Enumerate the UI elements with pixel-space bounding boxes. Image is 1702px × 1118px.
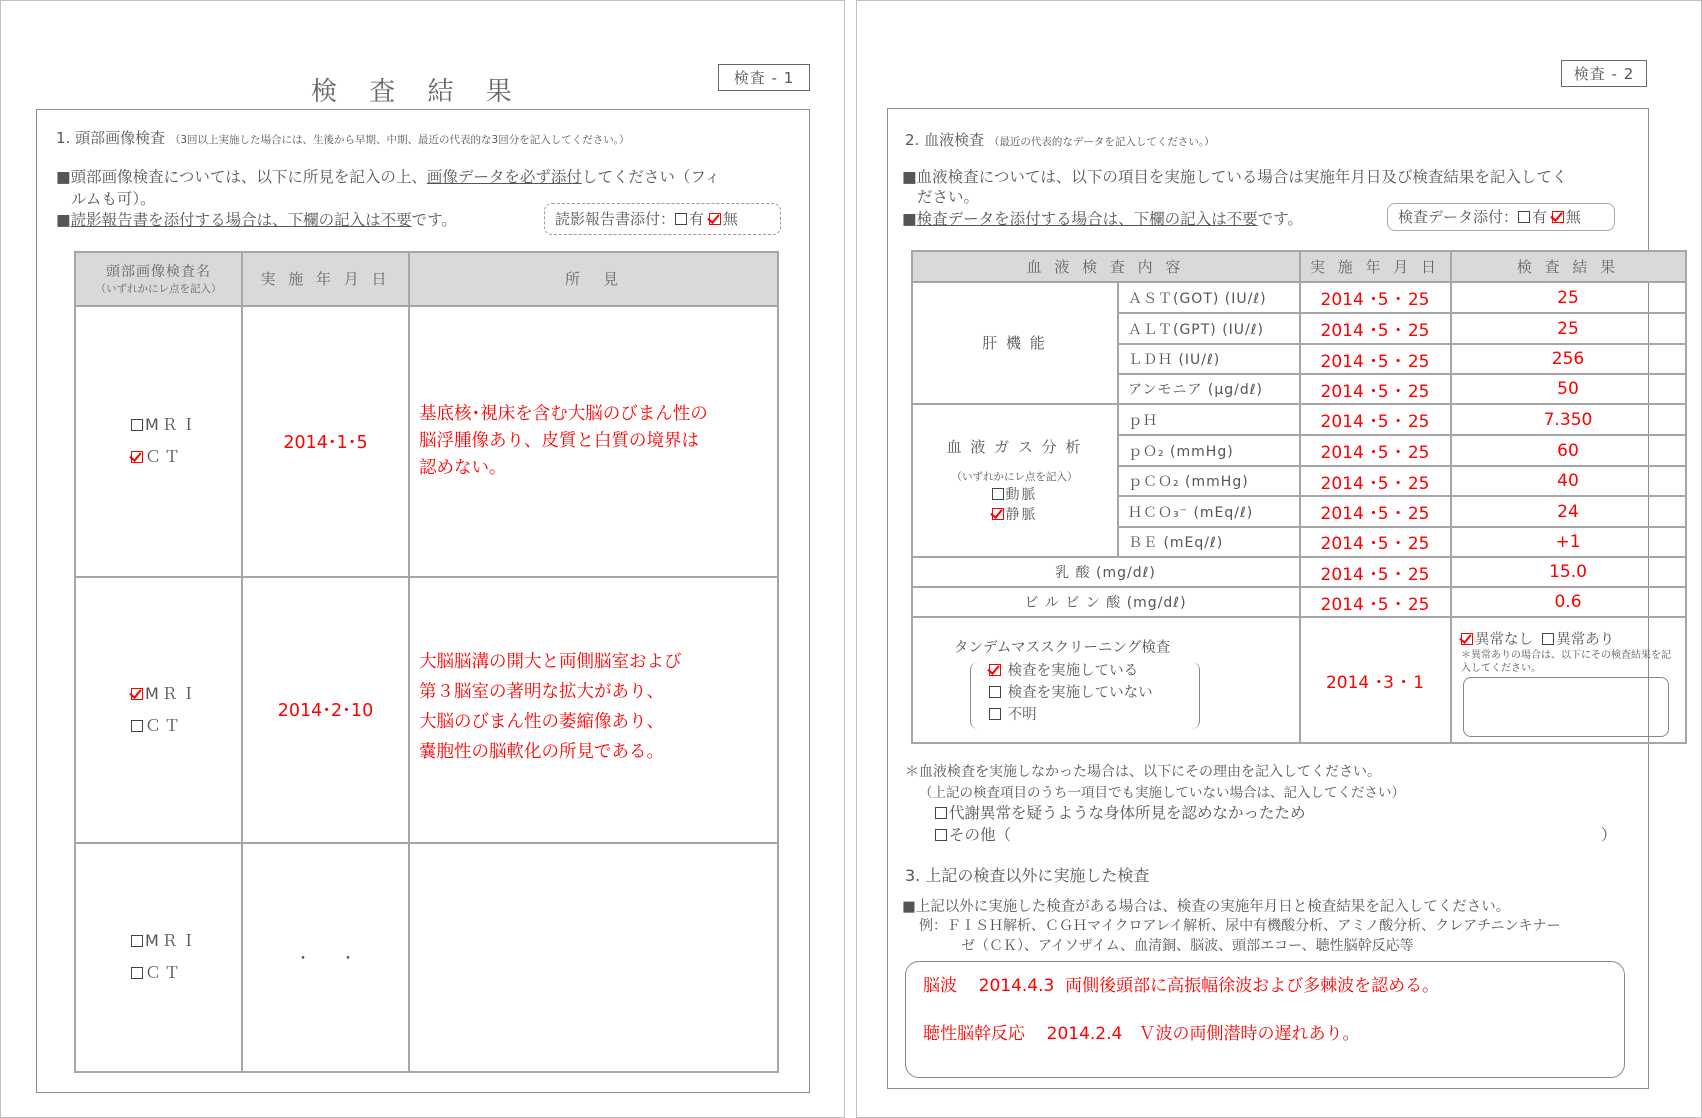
table-row-3-modality xyxy=(75,843,242,1071)
header-result: 検 査 結 果 xyxy=(1516,257,1620,276)
blood-date-cell xyxy=(1300,557,1450,587)
table-border xyxy=(1299,250,1301,744)
blood-result: 0.6 xyxy=(1554,592,1582,612)
blood-result-cell xyxy=(1451,466,1685,496)
artery-label: 動脈 xyxy=(1005,487,1038,503)
ct-checkbox[interactable] xyxy=(131,967,143,979)
mri-option[interactable] xyxy=(131,678,200,710)
table-row-3-findings[interactable] xyxy=(409,843,778,1071)
test-date: 2014.2.4 xyxy=(1046,1024,1123,1044)
ct-option[interactable] xyxy=(131,441,183,473)
blood-item-cell xyxy=(1118,404,1299,435)
header-findings-cell xyxy=(409,252,778,305)
blood-date: 2014 ･5 ･ 25 xyxy=(1320,564,1430,585)
blood-item-label: 乳 酸 (mg/dℓ) xyxy=(1055,565,1156,581)
blood-item-label: ｐＣＯ₂ (mmHg) xyxy=(1128,474,1249,490)
tandem-date-cell xyxy=(1300,618,1450,743)
tandem-option-1-label: 検査を実施している xyxy=(1007,662,1139,679)
section-3-note-3: ゼ（ＣＫ）、アイソザイム、血清銅、脳波、頭部エコー、聴性脳幹反応等 xyxy=(961,938,1414,954)
bullet: ■ xyxy=(902,210,917,228)
section-3-note-2: 例：ＦＩＳＨ解析、ＣＧＨマイクロアレイ解析、尿中有機酸分析、アミノ酸分析、クレアチニンキナー xyxy=(919,918,1561,934)
mri-label: MＲＩ xyxy=(145,683,200,703)
normal-label: 異常なし xyxy=(1475,632,1533,648)
blood-item-cell xyxy=(1118,313,1299,344)
ct-checkbox[interactable] xyxy=(131,720,143,732)
mri-checkbox[interactable] xyxy=(131,935,143,947)
table-row-1-modality xyxy=(75,306,242,576)
ct-option[interactable] xyxy=(131,957,183,989)
blood-item-label: ＡＬＴ(GPT) (IU/ℓ) xyxy=(1128,321,1265,338)
tandem-bracket xyxy=(970,662,1200,729)
section-note: （3回以上実施した場合には、生後から早期、中期、最近の代表的な3回分を記入してください。） xyxy=(169,134,630,146)
page-title: 検 査 結 果 xyxy=(311,77,524,107)
blood-result: 256 xyxy=(1551,349,1585,369)
test-result: Ｖ波の両側潜時の遅れあり。 xyxy=(1138,1024,1360,1044)
blood-result: 25 xyxy=(1557,318,1579,339)
vein-label: 静脈 xyxy=(1005,507,1038,523)
header-item: 血 液 検 査 内 容 xyxy=(1026,257,1185,276)
liver-function-group xyxy=(912,282,1117,403)
blood-item-label: アンモニア (μg/dℓ) xyxy=(1128,382,1263,398)
section-note: （最近の代表的なデータを記入してください。） xyxy=(988,136,1215,148)
test-name: 脳波 xyxy=(923,976,957,996)
table-row-1-findings xyxy=(409,306,778,576)
vein-checkbox[interactable] xyxy=(992,508,1004,520)
blood-date-cell xyxy=(1300,313,1450,344)
not-done-note-1: ＊血液検査を実施しなかった場合は、以下にその理由を記入してください。 xyxy=(905,764,1381,780)
bullet: ■ xyxy=(56,211,71,229)
table-border xyxy=(74,842,779,844)
table-border xyxy=(1117,434,1687,436)
attachment-no-checkbox[interactable] xyxy=(709,213,721,225)
table-border xyxy=(1685,250,1687,744)
not-done-option-1-label: 代謝異常を疑うような身体所見を認めなかったため xyxy=(949,804,1306,822)
blood-result-cell xyxy=(1451,313,1685,344)
header-name-cell xyxy=(75,252,242,305)
test-date: 2014.4.3 xyxy=(978,976,1055,996)
attachment-yes-label: 有 xyxy=(1532,208,1548,226)
page-2 xyxy=(856,0,1702,1118)
blood-item-label: ＨＣＯ₃⁻ (mEq/ℓ) xyxy=(1128,504,1254,521)
ct-label: ＣＴ xyxy=(145,715,184,735)
blood-result-cell xyxy=(1451,374,1685,404)
instruction-emphasis: 画像データを必ず添付 xyxy=(426,168,582,186)
blood-date: 2014 ･5 ･ 25 xyxy=(1320,412,1430,432)
instruction-1-cont: ださい。 xyxy=(917,188,980,206)
exam-date: 2014･2･10 xyxy=(277,701,374,721)
instruction-2 xyxy=(902,209,1303,230)
table-border xyxy=(74,251,76,1073)
mri-label: MＲＩ xyxy=(145,415,200,434)
blood-item-label: ＡＳＴ(GOT) (IU/ℓ) xyxy=(1128,290,1267,307)
attachment-no-checkbox[interactable] xyxy=(1552,211,1564,223)
blood-date: 2014 ･5 ･ 25 xyxy=(1320,443,1430,463)
blood-result-cell xyxy=(1451,587,1685,617)
section-3-heading: 3. 上記の検査以外に実施した検査 xyxy=(905,866,1150,885)
instruction-emphasis: 読影報告書を添付する場合は、下欄の記入は不要 xyxy=(70,211,412,229)
blood-item-cell xyxy=(912,557,1299,587)
header-date: 実 施 年 月 日 xyxy=(1309,257,1441,276)
table-border xyxy=(1117,495,1687,497)
abnormal-label: 異常あり xyxy=(1556,632,1615,648)
finding-line: 嚢胞性の脳軟化の所見である。 xyxy=(419,742,664,762)
table-row-1-date xyxy=(242,306,409,576)
instruction-text: です。 xyxy=(411,211,457,229)
blood-result-cell xyxy=(1451,435,1685,466)
page-tag: 検査 - 2 xyxy=(1561,60,1647,87)
tandem-title: タンデムマススクリーニング検査 xyxy=(954,639,1171,656)
attachment-label: 読影報告書添付： xyxy=(555,210,676,228)
choice-note: （いずれかにレ点を記入） xyxy=(951,471,1078,483)
not-done-option-2-checkbox[interactable] xyxy=(935,829,947,841)
artery-checkbox[interactable] xyxy=(992,488,1004,500)
blood-item-label: ビ ル ビ ン 酸 (mg/dℓ) xyxy=(1024,595,1187,611)
blood-item-cell xyxy=(1118,374,1299,404)
blood-result: 24 xyxy=(1557,501,1579,522)
table-border xyxy=(408,251,410,1073)
other-test-entry-1 xyxy=(923,971,1439,996)
header-name: 頭部画像検査名 xyxy=(106,264,211,280)
finding-line: 大脳のびまん性の萎縮像あり、 xyxy=(419,712,664,732)
table-border xyxy=(74,251,779,253)
page-tag: 検査 - 1 xyxy=(718,64,810,91)
tandem-date: 2014 ･3 ･ 1 xyxy=(1325,673,1425,693)
mri-label: MＲＩ xyxy=(145,931,200,950)
table-border xyxy=(1117,465,1687,467)
blood-item-label: ＢＥ (mEq/ℓ) xyxy=(1128,534,1224,551)
instruction-2 xyxy=(56,210,457,231)
not-done-option-2[interactable] xyxy=(935,825,1011,846)
tandem-note: ＊異常ありの場合は、以下にその検査結果を記入してください。 xyxy=(1461,650,1671,674)
header-date-cell xyxy=(242,252,409,305)
table-border xyxy=(1117,526,1687,528)
section-title: 2. 血液検査 xyxy=(905,131,985,149)
blood-result-cell xyxy=(1451,496,1685,527)
tandem-option-2-label: 検査を実施していない xyxy=(1007,684,1153,701)
table-border xyxy=(1450,250,1452,744)
finding-line: 脳浮腫像あり、皮質と白質の境界は xyxy=(419,430,699,451)
blood-date-cell xyxy=(1300,466,1450,496)
blood-date-cell xyxy=(1300,587,1450,617)
vein-option[interactable] xyxy=(992,504,1038,524)
blood-date-cell xyxy=(1300,282,1450,313)
other-test-entry-2 xyxy=(923,1019,1360,1044)
blood-item-cell xyxy=(1118,527,1299,556)
blood-item-label: ｐＯ₂ (mmHg) xyxy=(1128,443,1234,460)
abnormal-detail-box[interactable] xyxy=(1463,677,1669,737)
table-border xyxy=(74,305,779,307)
ct-label: ＣＴ xyxy=(145,447,184,466)
blood-result: 60 xyxy=(1557,440,1579,461)
attachment-yes-checkbox[interactable] xyxy=(675,213,687,225)
blood-result: 50 xyxy=(1557,379,1579,399)
blood-date-cell xyxy=(1300,435,1450,466)
report-attachment-box xyxy=(544,203,781,235)
blood-date: 2014 ･5 ･ 25 xyxy=(1320,594,1430,615)
finding-line: 大脳脳溝の開大と両側脳室および xyxy=(419,652,682,672)
blood-result-cell xyxy=(1451,344,1685,374)
table-border xyxy=(1117,373,1687,375)
instruction-emphasis: 検査データを添付する場合は、下欄の記入は不要 xyxy=(916,210,1258,228)
not-done-option-2-label: その他（ xyxy=(949,826,1012,844)
mri-checkbox[interactable] xyxy=(131,419,143,431)
table-border xyxy=(911,250,913,744)
blood-date-cell xyxy=(1300,527,1450,556)
not-done-option-1-checkbox[interactable] xyxy=(935,807,947,819)
table-border xyxy=(241,251,243,1073)
blood-date: 2014 ･5 ･ 25 xyxy=(1320,504,1430,524)
instruction-1 xyxy=(56,167,720,188)
exam-date: ・ ・ xyxy=(295,948,356,967)
section-3-note-1: ■上記以外に実施した検査がある場合は、検査の実施年月日と検査結果を記入してください。 xyxy=(902,899,1511,915)
attachment-no-label: 無 xyxy=(722,210,738,228)
finding-line: 認めない。 xyxy=(419,457,507,478)
abnormal-checkbox[interactable] xyxy=(1542,633,1554,645)
attachment-label: 検査データ添付： xyxy=(1398,208,1519,226)
blood-result-cell xyxy=(1451,282,1685,313)
data-attachment-box xyxy=(1387,203,1615,231)
group-label: 血 液 ガ ス 分 析 xyxy=(946,438,1083,456)
tandem-option-3-label: 不明 xyxy=(1007,706,1037,723)
attachment-no-label: 無 xyxy=(1565,208,1581,226)
blood-item-cell xyxy=(1118,435,1299,466)
table-border xyxy=(1117,343,1687,345)
group-label: 肝 機 能 xyxy=(982,334,1047,352)
header-findings: 所 見 xyxy=(564,270,622,288)
section-heading xyxy=(905,129,1215,150)
blood-result-cell xyxy=(1451,557,1685,587)
attachment-yes-checkbox[interactable] xyxy=(1518,211,1530,223)
mri-checkbox[interactable] xyxy=(131,688,143,700)
ct-option[interactable] xyxy=(131,710,183,742)
instruction-text: してください（フィ xyxy=(581,168,721,186)
table-row-3-date xyxy=(242,843,409,1071)
blood-item-cell xyxy=(912,587,1299,617)
header-result-cell xyxy=(1451,251,1685,281)
section-title: 1. 頭部画像検査 xyxy=(56,129,166,147)
blood-date: 2014 ･5 ･ 25 xyxy=(1320,381,1430,402)
finding-line: 基底核･視床を含む大脳のびまん性の xyxy=(419,403,708,424)
table-row-2-modality xyxy=(75,577,242,842)
header-item-cell xyxy=(912,251,1299,281)
exam-date: 2014･1･5 xyxy=(283,432,368,453)
header-name-sub: （いずれかにレ点を記入） xyxy=(95,283,222,295)
blood-item-cell xyxy=(1118,496,1299,527)
blood-date-cell xyxy=(1300,344,1450,374)
section-heading xyxy=(56,127,629,148)
artery-option[interactable] xyxy=(992,484,1038,504)
test-result: 両側後頭部に高振幅徐波および多棘波を認める。 xyxy=(1065,976,1440,996)
finding-line: 第３脳室の著明な拡大があり、 xyxy=(419,682,664,702)
header-date-cell xyxy=(1300,251,1450,281)
blood-date-cell xyxy=(1300,374,1450,404)
blood-result: 15.0 xyxy=(1549,562,1587,582)
blood-date: 2014 ･5 ･ 25 xyxy=(1320,321,1430,341)
blood-item-cell xyxy=(1118,466,1299,496)
blood-item-label: ＬＤＨ (IU/ℓ) xyxy=(1128,352,1221,368)
blood-result: 7.350 xyxy=(1543,409,1593,430)
mri-option[interactable] xyxy=(131,409,200,441)
tandem-result-options xyxy=(1461,628,1614,649)
blood-date-cell xyxy=(1300,496,1450,527)
blood-date-cell xyxy=(1300,404,1450,435)
instruction-1-cont: ルムも可）。 xyxy=(71,190,156,208)
page-1 xyxy=(0,0,845,1118)
blood-result-cell xyxy=(1451,404,1685,435)
table-border xyxy=(777,251,779,1073)
instruction-text: ■頭部画像検査については、以下に所見を記入の上、 xyxy=(56,168,427,186)
table-border xyxy=(1117,281,1119,557)
table-border xyxy=(74,576,779,578)
table-border xyxy=(1117,312,1687,314)
blood-result: +1 xyxy=(1555,531,1581,552)
not-done-option-1[interactable] xyxy=(935,803,1306,824)
blood-item-label: ｐＨ xyxy=(1128,412,1158,429)
blood-item-cell xyxy=(1118,344,1299,374)
blood-date: 2014 ･5 ･ 25 xyxy=(1320,473,1430,494)
not-done-close-paren: ） xyxy=(1601,826,1617,844)
blood-result: 40 xyxy=(1557,471,1579,491)
blood-gas-group xyxy=(912,404,1117,556)
instruction-text: です。 xyxy=(1257,210,1303,228)
header-date: 実 施 年 月 日 xyxy=(260,270,391,288)
ct-label: ＣＴ xyxy=(145,963,184,982)
not-done-note-2: （上記の検査項目のうち一項目でも実施していない場合は、記入してください） xyxy=(919,785,1405,801)
blood-date: 2014 ･5 ･ 25 xyxy=(1320,351,1430,372)
blood-date: 2014 ･5 ･ 25 xyxy=(1320,534,1430,554)
blood-result-cell xyxy=(1451,527,1685,556)
blood-date: 2014 ･5 ･ 25 xyxy=(1320,290,1430,310)
instruction-1: ■血液検査については、以下の項目を実施している場合は実施年月日及び検査結果を記入してく xyxy=(902,168,1568,186)
table-row-2-date xyxy=(242,577,409,842)
test-name: 聴性脳幹反応 xyxy=(923,1024,1025,1044)
attachment-yes-label: 有 xyxy=(689,210,705,228)
normal-checkbox[interactable] xyxy=(1461,633,1473,645)
table-border xyxy=(74,1071,779,1073)
mri-option[interactable] xyxy=(131,925,200,957)
blood-result: 25 xyxy=(1557,287,1579,308)
table-row-2-findings xyxy=(409,577,778,842)
blood-item-cell xyxy=(1118,282,1299,313)
ct-checkbox[interactable] xyxy=(131,451,143,463)
